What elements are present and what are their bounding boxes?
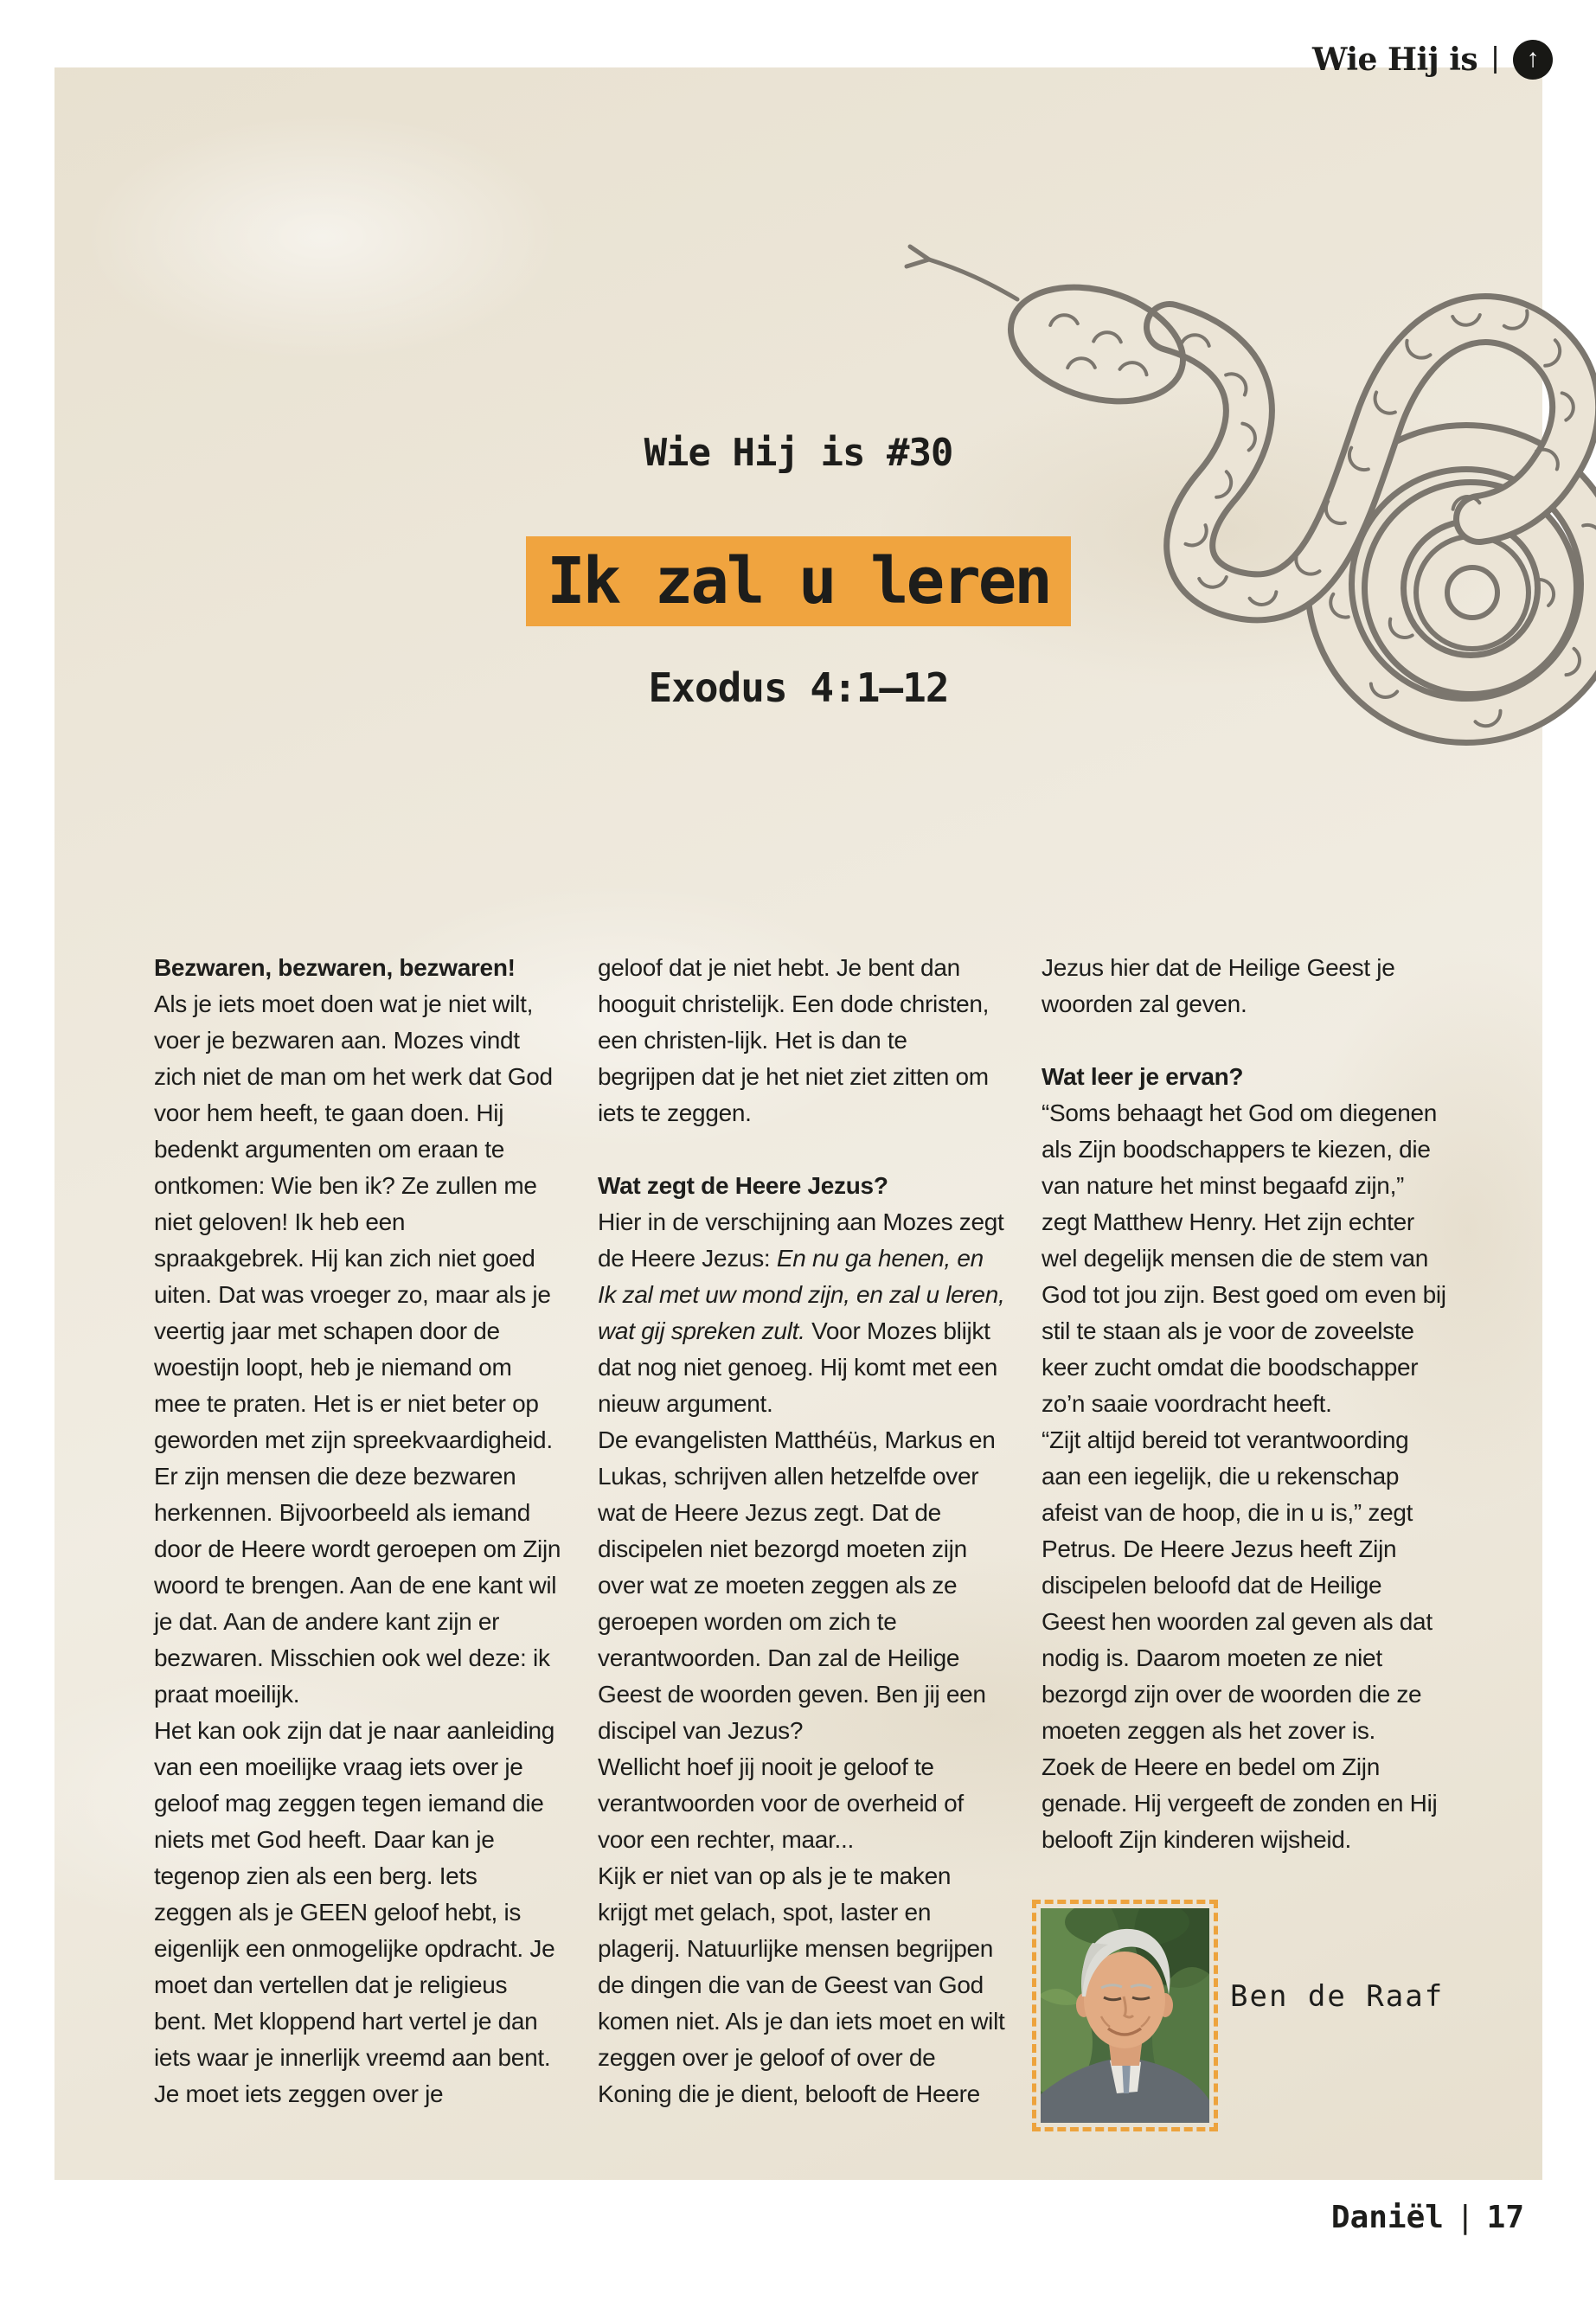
author-name: Ben de Raaf [1230, 1979, 1445, 2014]
article-body [154, 950, 1449, 2112]
header-divider: | [1491, 41, 1499, 74]
arrow-up-icon: ↑ [1526, 44, 1540, 73]
paragraph-segment: Hier in de verschijning aan Mozes zegt de Heere Jezus: [598, 1208, 1004, 1272]
magazine-name: Daniël [1330, 2200, 1444, 2235]
paragraph-segment: Voor Mozes blijkt dat nog niet genoeg. Hij komt met een nieuw argument. [598, 1317, 998, 1417]
author-photo-frame [1032, 1900, 1218, 2131]
page-header [1312, 40, 1553, 80]
bible-reference: Exodus 4:1–12 [648, 664, 949, 711]
paragraph: Er zijn mensen die deze bezwaren herkennen. Bijvoorbeeld als iemand door de Heere wordt geroepen om Zijn woord te brengen. Aan de ene kant wil je dat. Aan de andere kant zijn er bezwaren. Misschien ook wel deze: ik praat moeilijk. [154, 1463, 561, 1708]
title-block [396, 429, 1201, 711]
section-heading: Bezwaren, bezwaren, bezwaren! [154, 954, 516, 981]
author-photo [1041, 1908, 1209, 2123]
page-number: 17 [1486, 2200, 1524, 2235]
section-label: Wie Hij is [1312, 42, 1478, 78]
paragraph [598, 1204, 1005, 1422]
scripture-quote: En nu ga henen, en Ik zal met uw mond zijn, en zal u leren, wat gij spreken zult. [598, 1245, 1005, 1344]
section-heading: Wat leer je ervan? [1042, 1063, 1244, 1090]
section-heading: Wat zegt de Heere Jezus? [598, 1172, 888, 1199]
paragraph: Het kan ook zijn dat je naar aanleiding van een moeilijke vraag iets over je geloof mag zeggen tegen iemand die niets met God heeft. Daar kan je tegenop zien als een berg. Iets zeggen als je GEEN geloof hebt, is eigenlijk een onmogelijke opdracht. Je moet dan vertellen dat je religieus bent. Met kloppend hart vertel je dan iets waar je innerlijk vreemd aan bent. Je moet iets zeggen over je [154, 1717, 555, 2107]
paragraph: Kijk er niet van op als je te maken krijgt met gelach, spot, laster en plagerij. Natuurlijke mensen begrijpen de dingen die van de Geest van God komen niet. Als je dan iets moet en wilt zeggen over je geloof of over de Koning die je dient, belooft de Heere [598, 1862, 1005, 2107]
text-column-1 [154, 950, 561, 2112]
paragraph: “Zijt altijd bereid tot verantwoording aan een iegelijk, die u rekenschap afeist van de hoop, die in u is,” zegt Petrus. De Heere Jezus heeft Zijn discipelen beloofd dat de Heilige Geest hen woorden zal geven als dat nodig is. Daarom moeten ze niet bezorgd zijn over de woorden die ze moeten zeggen als het zover is. [1042, 1426, 1433, 1744]
footer-divider: | [1455, 2200, 1475, 2235]
paragraph: De evangelisten Matthéüs, Markus en Lukas, schrijven allen hetzelfde over wat de Heere Jezus zegt. Dat de discipelen niet bezorgd moeten zijn over wat ze moeten zeggen als ze geroepen worden om zich te verantwoorden. Dan zal de Heilige Geest de woorden geven. Ben jij een discipel van Jezus? [598, 1426, 996, 1744]
paragraph: Als je iets moet doen wat je niet wilt, voer je bezwaren aan. Mozes vindt zich niet de man om het werk dat God voor hem heeft, te gaan doen. Hij bedenkt argumenten om eraan te ontkomen: Wie ben ik? Ze zullen me niet geloven! Ik heb een spraakgebrek. Hij kan zich niet goed uiten. Dat was vroeger zo, maar als je veertig jaar met schapen door de woestijn loopt, heb je niemand om mee te praten. Het is er niet beter op geworden met zijn spreekvaardigheid. [154, 990, 553, 1453]
article-title: Ik zal u leren [526, 536, 1071, 626]
page-footer [1331, 2200, 1524, 2235]
paragraph: Jezus hier dat de Heilige Geest je woorden zal geven. [1042, 954, 1395, 1017]
paragraph: geloof dat je niet hebt. Je bent dan hooguit christelijk. Een dode christen, een christen-lijk. Het is dan te begrijpen dat je het niet ziet zitten om iets te zeggen. [598, 954, 990, 1126]
paragraph: “Soms behaagt het God om diegenen als Zijn boodschappers te kiezen, die van nature het minst begaafd zijn,” zegt Matthew Henry. Het zijn echter wel degelijk mensen die de stem van God tot jou zijn. Best goed om even bij stil te staan als je voor de zoveelste keer zucht omdat die boodschapper zo’n saaie voordracht heeft. [1042, 1099, 1446, 1417]
series-kicker: Wie Hij is #30 [644, 431, 953, 475]
back-to-top-button[interactable] [1513, 40, 1553, 80]
paragraph: Wellicht hoef jij nooit je geloof te verantwoorden voor de overheid of voor een rechter, maar... [598, 1753, 964, 1853]
paragraph: Zoek de Heere en bedel om Zijn genade. Hij vergeeft de zonden en Hij belooft Zijn kinderen wijsheid. [1042, 1753, 1438, 1853]
text-column-2 [598, 950, 1005, 2112]
